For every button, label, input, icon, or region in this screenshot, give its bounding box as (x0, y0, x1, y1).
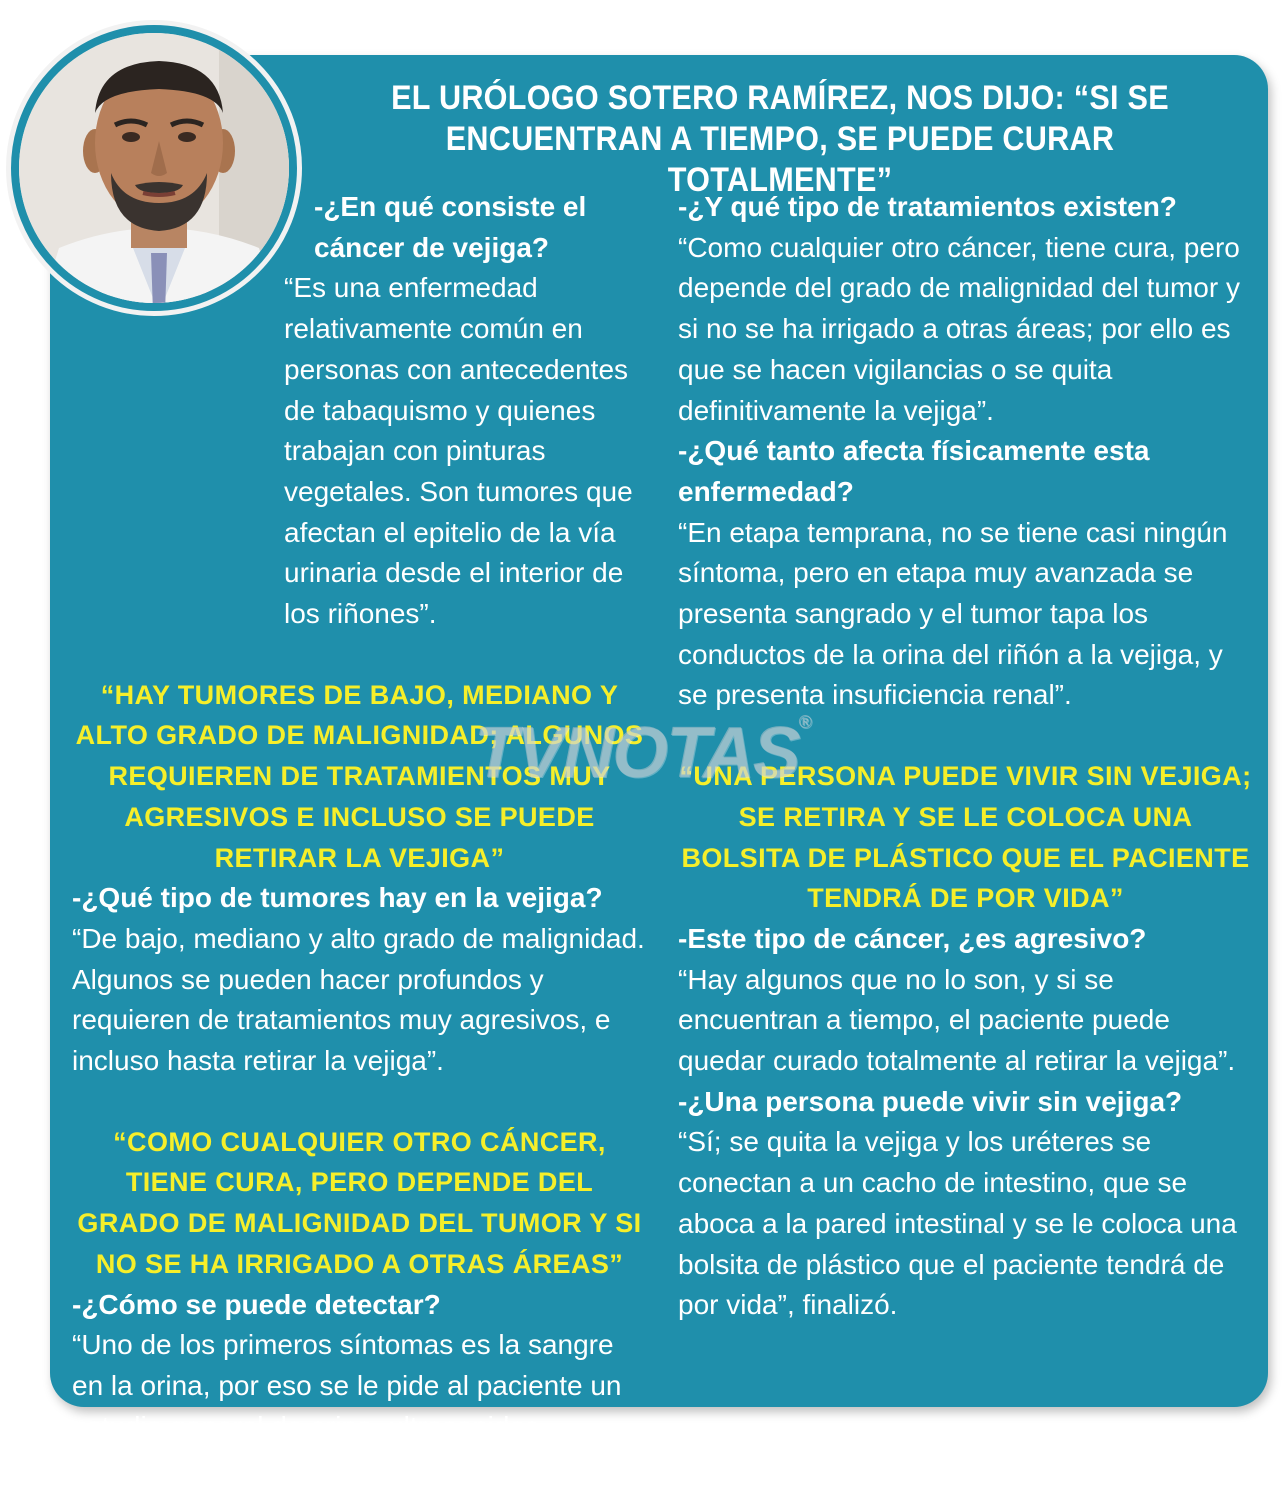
answer-1 (72, 268, 647, 634)
question-r2: -¿Qué tanto afecta físicamente esta enfermedad? (678, 435, 1150, 507)
answer-r2: “En etapa temprana, no se tiene casi ningún síntoma, pero en etapa muy avanzada se presenta sangrado y el tumor tapa los conductos de la orina del riñón a la vejiga, y se presenta insuficiencia renal”. (678, 516, 1228, 711)
question-2: -¿Qué tipo de tumores hay en la vejiga? (72, 882, 603, 914)
pull-quote-r1: “UNA PERSONA PUEDE VIVIR SIN VEJIGA; SE RETIRA Y SE LE COLOCA UNA BOLSITA DE PLÁSTICO QUE EL PACIENTE TENDRÁ DE POR VIDA” (679, 761, 1252, 914)
headline: EL URÓLOGO SOTERO RAMÍREZ, NOS DIJO: “SI SE ENCUENTRAN A TIEMPO, SE PUEDE CURAR TOTALMENTE” (391, 79, 1169, 199)
spacer (72, 1082, 647, 1122)
question-1: -¿En qué consiste el cáncer de vejiga? (314, 191, 587, 263)
answer-r4: “Sí; se quita la vejiga y los uréteres se conectan a un cacho de intestino, que se aboca a la pared intestinal y se le coloca una bolsita de plástico que el paciente tendrá de por vida”, finalizó. (678, 1126, 1237, 1321)
pull-quote-1: “HAY TUMORES DE BAJO, MEDIANO Y ALTO GRADO DE MALIGNIDAD; ALGUNOS REQUIEREN DE TRATAMIENTOS MUY AGRESIVOS E INCLUSO SE PUEDE RETIRAR LA VEJIGA” (75, 679, 644, 873)
question-r1: -¿Y qué tipo de tratamientos existen? (678, 191, 1177, 222)
answer-r1: “Como cualquier otro cáncer, tiene cura, pero depende del grado de malignidad del tumor y si no se ha irrigado a otras áreas; por ello es que se hacen vigilancias o se quita definitivamente la vejiga”. (678, 231, 1240, 426)
portrait-illustration (19, 33, 289, 303)
tvnotas-watermark (474, 712, 810, 794)
portrait-photo (19, 33, 289, 303)
left-column (72, 187, 647, 1488)
watermark-text: TVNOTAS (474, 713, 799, 793)
question-3: -¿Cómo se puede detectar? (72, 1288, 441, 1320)
answer-3: “Uno de los primeros síntomas es la sangre en la orina, por eso se le pide al paciente un estudio general de orina, ultrasonidos, tomografías y una endoscopía”. (72, 1329, 622, 1483)
answer-1-text: “Es una enfermedad relativamente común en personas con antecedentes de tabaquismo y quienes trabajan con pinturas vegetales. Son tumores que afectan el epitelio de la vía urinaria desde el interior de los riñones”. (284, 272, 633, 630)
question-r4: -¿Una persona puede vivir sin vejiga? (678, 1085, 1183, 1117)
doctor-portrait (6, 20, 302, 316)
spacer (72, 635, 647, 675)
pull-quote-2: “COMO CUALQUIER OTRO CÁNCER, TIENE CURA, PERO DEPENDE DEL GRADO DE MALIGNIDAD DEL TUMOR Y SI NO SE HA IRRIGADO A OTRAS ÁREAS” (77, 1126, 642, 1279)
question-r3: -Este tipo de cáncer, ¿es agresivo? (678, 922, 1147, 954)
registered-mark: ® (798, 712, 810, 732)
answer-r3: “Hay algunos que no lo son, y si se encuentran a tiempo, el paciente puede quedar curado totalmente al retirar la vejiga”. (678, 963, 1236, 1077)
answer-2: “De bajo, mediano y alto grado de malignidad. Algunos se pueden hacer profundos y requieren de tratamientos muy agresivos, e incluso hasta retirar la vejiga”. (72, 922, 645, 1077)
